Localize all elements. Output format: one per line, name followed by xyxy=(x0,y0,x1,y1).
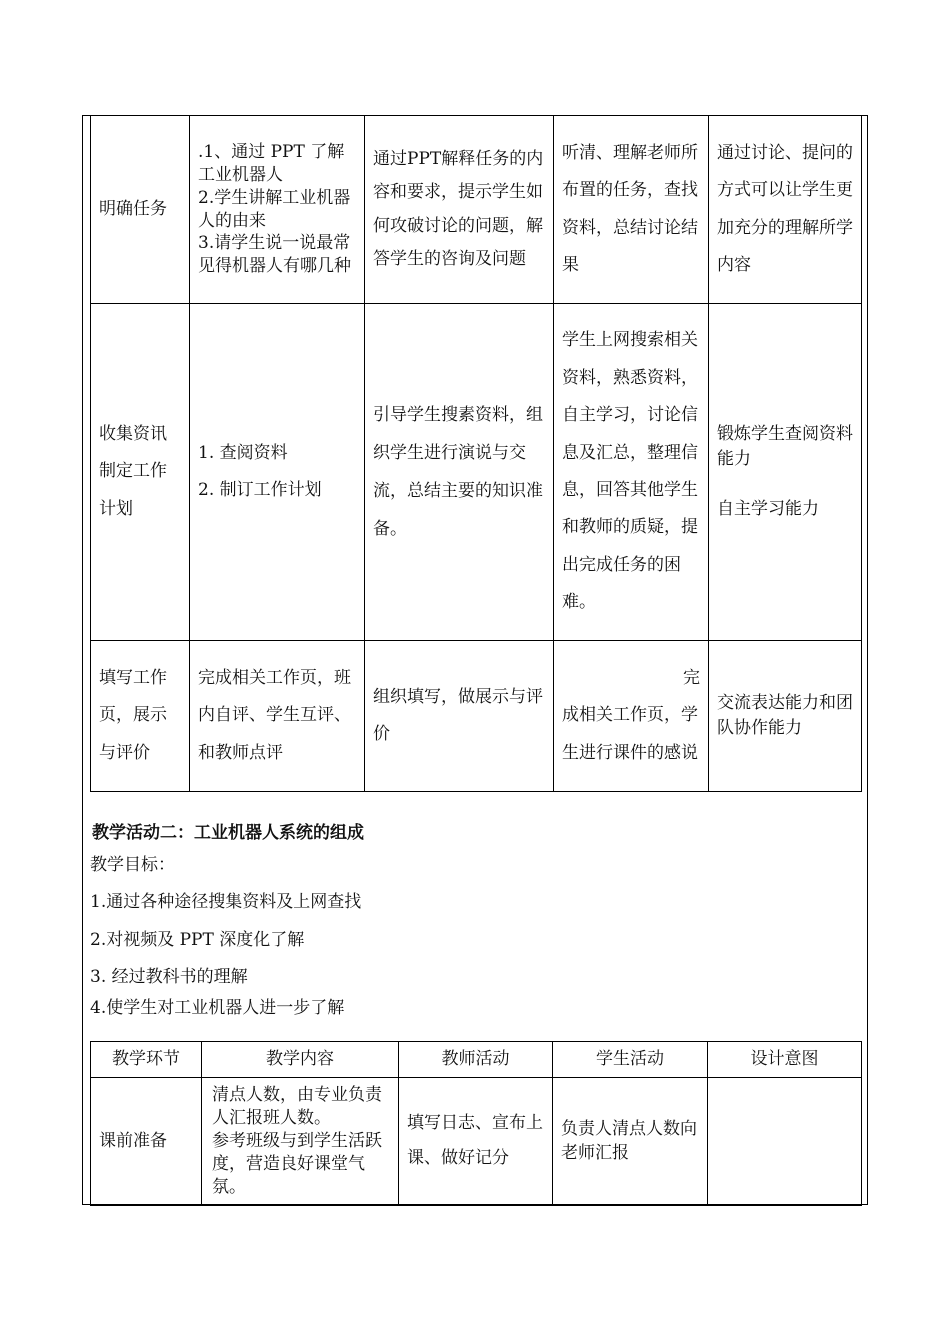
goal-label: 教学目标： xyxy=(90,855,175,875)
teacher-activity-cell: 引导学生搜素资料，组织学生进行演说与交流，总结主要的知识准备。 xyxy=(365,304,554,641)
design-intent-cell xyxy=(708,1078,862,1206)
table-row xyxy=(91,641,862,792)
goal-item: 4.使学生对工业机器人进一步了解 xyxy=(90,998,345,1018)
design-intent-cell: 锻炼学生查阅资料能力 自主学习能力 xyxy=(709,304,862,641)
table-header-row xyxy=(91,1042,862,1078)
goal-item: 2.对视频及 PPT 深度化了解 xyxy=(90,930,305,950)
column-header: 学生活动 xyxy=(553,1042,708,1078)
column-header: 教学内容 xyxy=(202,1042,399,1078)
table-row xyxy=(91,304,862,641)
student-activity-cell: 完 成相关工作页，学生进行课件的感说 xyxy=(554,641,709,792)
design-intent-cell: 通过讨论、提问的方式可以让学生更加充分的理解所学内容 xyxy=(709,116,862,304)
column-header: 教师活动 xyxy=(399,1042,553,1078)
goal-item: 3. 经过教科书的理解 xyxy=(90,967,248,987)
teacher-activity-cell: 填写日志、宣布上课、做好记分 xyxy=(399,1078,553,1206)
student-activity-cell: 负责人清点人数向老师汇报 xyxy=(553,1078,708,1206)
content-cell: 清点人数，由专业负责人汇报班人数。 参考班级与到学生活跃度，营造良好课堂气氛。 xyxy=(202,1078,399,1206)
content-cell: .1、通过 PPT 了解工业机器人 2.学生讲解工业机器人的由来 3.请学生说一说最常见得机器人有哪几种 xyxy=(190,116,365,304)
content-cell: 完成相关工作页，班内自评、学生互评、和教师点评 xyxy=(190,641,365,792)
table-row xyxy=(91,1078,862,1206)
goal-item: 1.通过各种途径搜集资料及上网查找 xyxy=(90,892,362,912)
table-row xyxy=(91,116,862,304)
stage-cell: 收集资讯制定工作计划 xyxy=(91,304,190,641)
activity-table-2 xyxy=(90,1041,862,1206)
content-cell: 1. 查阅资料 2. 制订工作计划 xyxy=(190,304,365,641)
stage-cell: 填写工作页，展示与评价 xyxy=(91,641,190,792)
teacher-activity-cell: 组织填写，做展示与评价 xyxy=(365,641,554,792)
student-activity-cell: 听清、理解老师所布置的任务，查找资料，总结讨论结果 xyxy=(554,116,709,304)
stage-cell: 课前准备 xyxy=(91,1078,202,1206)
activity-table-1 xyxy=(90,115,862,792)
column-header: 教学环节 xyxy=(91,1042,202,1078)
teacher-activity-cell: 通过PPT解释任务的内容和要求，提示学生如何攻破讨论的问题，解答学生的咨询及问题 xyxy=(365,116,554,304)
student-activity-cell: 学生上网搜索相关资料，熟悉资料，自主学习，讨论信息及汇总，整理信息，回答其他学生和教师的质疑，提出完成任务的困难。 xyxy=(554,304,709,641)
design-intent-cell: 交流表达能力和团队协作能力 xyxy=(709,641,862,792)
stage-cell: 明确任务 xyxy=(91,116,190,304)
column-header: 设计意图 xyxy=(708,1042,862,1078)
section-title: 教学活动二：工业机器人系统的组成 xyxy=(92,823,364,843)
